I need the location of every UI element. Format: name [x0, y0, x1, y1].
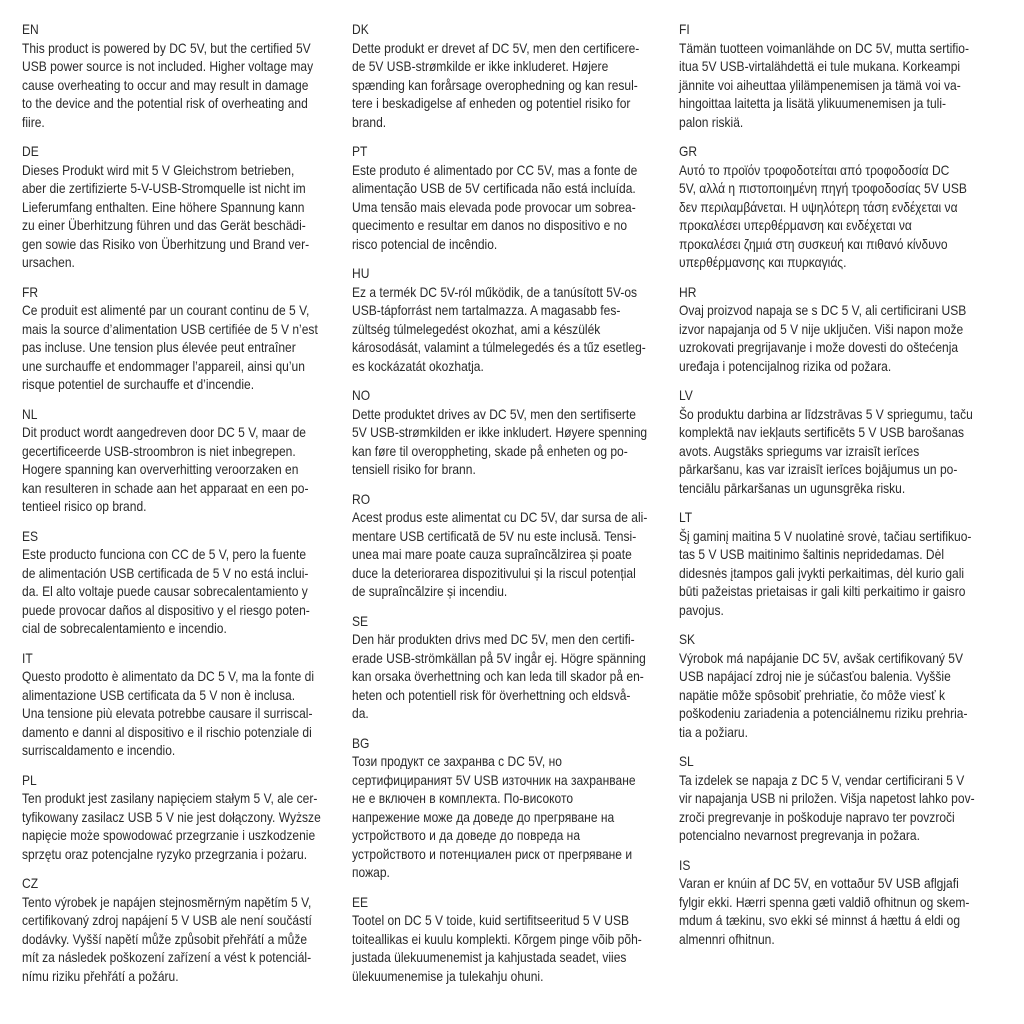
warning-text-line: to the device and the potential risk of overheating and: [22, 95, 308, 111]
warning-text-line: Tootel on DC 5 V toide, kuid sertifitseeritud 5 V USB: [352, 912, 630, 928]
warning-text-line: zültség túlmelegedést okozhat, ami a készülék: [352, 320, 601, 337]
warning-text-line: mít za následek poškození zařízení a vést k potenciál-: [22, 949, 312, 965]
warning-text-line: υπερθέρμανσης και πυρκαγιάς.: [679, 254, 847, 270]
warning-text-line: aber die zertifizierte 5-V-USB-Stromquelle ist nicht im: [22, 180, 306, 196]
language-section-hr: [679, 283, 1019, 376]
language-code: PT: [352, 143, 368, 159]
warning-text-line: brand.: [352, 113, 387, 130]
warning-text-line: izvor napajanja od 5 V nije uključen. Viši napon može: [679, 320, 964, 337]
language-section-bg: [352, 734, 692, 882]
language-code: ES: [22, 527, 39, 544]
warning-text-line: USB power source is not included. Higher voltage may: [22, 58, 314, 74]
warning-text-line: heten och potentiell risk för överhettning och eldsvå-: [352, 686, 631, 703]
warning-text-line: USB napájací zdroj nie je súčasťou balenia. Vyššie: [679, 668, 951, 684]
warning-text-line: risque potentiel de surchauffe et d’incendie.: [22, 376, 255, 392]
warning-text-line: damento e danni al dispositivo e il rischio potenziale di: [22, 723, 312, 740]
warning-text-line: Ta izdelek se napaja z DC 5 V, vendar certificirani 5 V: [679, 771, 965, 788]
language-code: SE: [352, 612, 369, 629]
language-section-gr: [679, 142, 1019, 272]
language-code: LT: [679, 509, 693, 525]
language-code: LV: [679, 387, 693, 403]
warning-text-line: kan resulteren in schade aan het apparaat en een po-: [22, 479, 309, 496]
warning-text-line: Ten produkt jest zasilany napięciem stałym 5 V, ale cer-: [22, 790, 318, 806]
language-code: SL: [679, 753, 694, 769]
language-code: EN: [22, 21, 39, 37]
warning-text-line: устройството и потенциален риск от прегряване и: [352, 845, 633, 862]
language-section-nl: [22, 405, 362, 516]
language-code: IT: [22, 649, 33, 666]
warning-text-line: quecimento e resultar em danos no dispositivo e no: [352, 217, 628, 233]
warning-text-line: de supraîncălzire și incendiu.: [352, 583, 508, 599]
warning-text-line: uzrokovati pregrijavanje i može dovesti do oštećenja: [679, 339, 959, 355]
warning-text-line: poškodeniu zariadenia a potenciálnemu riziku prehria-: [679, 705, 968, 721]
warning-text-line: zroči pregrevanje in poškoduje napravo ter povzroči: [679, 808, 955, 825]
warning-text-line: tia a požiaru.: [679, 723, 748, 740]
warning-text-line: mais la source d’alimentation USB certifiée de 5 V n’est: [22, 320, 318, 337]
warning-text-line: toiteallikas ei kuulu komplekti. Kõrgem pinge võib põh-: [352, 930, 642, 947]
warning-text-line: Tämän tuotteen voimanlähde on DC 5V, mutta sertifio-: [679, 39, 970, 56]
warning-text-line: This product is powered by DC 5V, but the certified 5V: [22, 39, 311, 56]
warning-text-line: spænding kan forårsage overophedning og kan resul-: [352, 76, 638, 93]
warning-text-line: būti pažeistas prietaisas ir gali kilti perkaitimo ir gaisro: [679, 583, 966, 599]
language-section-fr: [22, 283, 362, 394]
language-section-pt: [352, 142, 692, 253]
language-code: GR: [679, 143, 698, 159]
warning-text-line: fylgir ekki. Hærri spenna gæti valdið ofhitnun og skem-: [679, 893, 970, 910]
warning-text-line: Този продукт се захранва с DC 5V, но: [352, 753, 562, 769]
warning-text-line: Hogere spanning kan oververhitting veroorzaken en: [22, 461, 299, 477]
warning-text-line: itua 5V USB-virtalähdettä ei tule mukana. Korkeampi: [679, 58, 961, 74]
warning-text-line: Dette produkt er drevet af DC 5V, men den certificere-: [352, 39, 640, 56]
warning-text-line: tentieel risico op brand.: [22, 498, 147, 514]
warning-text-line: almennri ofhitnun.: [679, 930, 775, 947]
warning-text-line: didesnės įtampos gali įvykti perkaitimas, dėl kurio gali: [679, 564, 965, 581]
warning-text-line: dodávky. Vyšší napětí může způsobit přehřátí a může: [22, 930, 308, 947]
warning-text-line: une surchauffe et endommager l’appareil, ainsi qu’un: [22, 357, 305, 374]
warning-text-line: cial de sobrecalentamiento e incendio.: [22, 620, 227, 636]
warning-text-line: не е включен в комплекта. По-високото: [352, 790, 574, 806]
warning-text-line: potencialno nevarnost pregrevanja in požara.: [679, 827, 920, 843]
warning-text-line: kan orsaka överhettning och kan leda till skador på en-: [352, 668, 644, 684]
warning-text-line: pas incluse. Une tension plus élevée peut entraîner: [22, 339, 296, 355]
warning-text-line: napięcie może spowodować przegrzanie i uszkodzenie: [22, 827, 316, 843]
language-code: SK: [679, 631, 696, 647]
language-code: NO: [352, 387, 371, 403]
warning-text-line: Dette produktet drives av DC 5V, men den sertifiserte: [352, 405, 636, 422]
warning-text-line: Výrobok má napájanie DC 5V, avšak certifikovaný 5V: [679, 649, 963, 666]
warning-text-line: avots. Augstāks spriegums var izraisīt ierīces: [679, 442, 920, 459]
warning-text-line: unea mai mare poate cauza supraîncălzirea și poate: [352, 546, 632, 562]
warning-text-line: es kockázatát okozhatja.: [352, 357, 484, 374]
warning-text-line: napätie môže spôsobiť prehriatie, čo môže viesť k: [679, 686, 946, 703]
warning-text-line: Varan er knúin af DC 5V, en vottaður 5V USB aflgjafi: [679, 875, 959, 891]
warning-text-line: tere i beskadigelse af enheden og potentiel risiko for: [352, 95, 631, 111]
language-section-pl: [22, 771, 362, 864]
language-section-is: [679, 856, 1019, 949]
warning-text-line: fiire.: [22, 113, 45, 130]
warning-text-line: károsodását, valamint a túlmelegedés és a tűz esetleg-: [352, 339, 646, 355]
warning-text-line: ursachen.: [22, 254, 75, 270]
language-code: HR: [679, 283, 697, 300]
warning-text-line: risco potencial de incêndio.: [352, 235, 498, 252]
warning-text-line: gen sowie das Risiko von Überhitzung und Brand ver-: [22, 235, 310, 252]
warning-text-line: pārkaršanu, kas var izraisīt ierīces bojājumus un po-: [679, 461, 958, 477]
language-section-it: [22, 649, 362, 760]
warning-text-line: устройството и да доведе до повреда на: [352, 827, 581, 843]
warning-text-line: προκαλέσει υπερθέρμανση και ενδέχεται να: [679, 217, 912, 233]
warning-text-line: Ovaj proizvod napaja se s DC 5 V, ali certificirani USB: [679, 302, 967, 318]
warning-text-line: de 5V USB-strømkilde er ikke inkluderet. Højere: [352, 58, 609, 74]
warning-text-line: Una tensione più elevata potrebbe causare il surriscal-: [22, 705, 313, 721]
warning-text-line: komplektā nav iekļauts sertificēts 5 V USB barošanas: [679, 424, 965, 440]
warning-text-line: tensiell risiko for brann.: [352, 461, 476, 477]
warning-text-line: Ez a termék DC 5V-ról működik, de a tanúsított 5V-os: [352, 283, 638, 300]
language-section-lv: [679, 386, 1019, 497]
warning-text-line: kan føre til overoppheting, skade på enheten og po-: [352, 442, 628, 459]
warning-text-line: Den här produkten drivs med DC 5V, men den certifi-: [352, 631, 635, 647]
language-section-de: [22, 142, 362, 272]
warning-text-line: de alimentación USB certificada de 5 V no está inclui-: [22, 564, 309, 581]
warning-text-line: пожар.: [352, 864, 390, 880]
warning-text-line: duce la deteriorarea dispozitivului și la riscul potențial: [352, 564, 636, 581]
language-code: BG: [352, 734, 370, 751]
warning-text-line: Šo produktu darbina ar līdzstrāvas 5 V spriegumu, taču: [679, 405, 973, 422]
language-section-hu: [352, 264, 692, 375]
warning-text-line: gecertificeerde USB-stroombron is niet inbegrepen.: [22, 442, 296, 459]
language-section-fi: [679, 20, 1019, 131]
warning-text-line: Αυτό το προϊόν τροφοδοτείται από τροφοδοσία DC: [679, 161, 950, 178]
warning-text-line: mdum á tækinu, svo ekki sé minnst á hættu á eldi og: [679, 912, 961, 928]
warning-text-line: da. El alto voltaje puede causar sobrecalentamiento y: [22, 583, 308, 599]
warning-text-line: zu einer Überhitzung führen und das Gerät beschädi-: [22, 217, 306, 233]
warning-text-line: δεν περιλαμβάνεται. Η υψηλότερη τάση ενδέχεται να: [679, 198, 958, 215]
warning-text-line: προκαλέσει ζημιά στη συσκευή και πιθανό κίνδυνο: [679, 235, 948, 252]
warning-text-line: uređaja i potencijalnog rizika od požara.: [679, 357, 892, 374]
warning-text-line: alimentazione USB certificata da 5 V non è inclusa.: [22, 686, 296, 703]
language-code: RO: [352, 490, 371, 507]
warning-text-line: Dieses Produkt wird mit 5 V Gleichstrom betrieben,: [22, 161, 295, 178]
language-code: NL: [22, 405, 38, 422]
warning-text-line: tas 5 V USB maitinimo šaltinis nepridedamas. Dėl: [679, 546, 945, 562]
warning-text-line: da.: [352, 705, 369, 721]
language-section-ee: [352, 893, 692, 986]
warning-text-line: jännite voi aiheuttaa ylilämpenemisen ja tämä voi va-: [679, 76, 961, 93]
column-middle: [352, 20, 692, 996]
warning-text-line: Tento výrobek je napájen stejnosměrným napětím 5 V,: [22, 893, 312, 910]
warning-text-line: mentare USB certificată de 5V nu este inclusă. Tensi-: [352, 527, 637, 544]
warning-text-line: surriscaldamento e incendio.: [22, 742, 176, 758]
warning-text-line: alimentação USB de 5V certificada não está incluída.: [352, 180, 636, 196]
warning-text-line: Ce produit est alimenté par un courant continu de 5 V,: [22, 302, 310, 318]
language-code: EE: [352, 893, 369, 910]
language-code: CZ: [22, 875, 39, 891]
warning-text-line: Acest produs este alimentat cu DC 5V, dar sursa de ali-: [352, 509, 648, 525]
warning-text-line: Questo prodotto è alimentato da DC 5 V, ma la fonte di: [22, 668, 315, 684]
language-code: DE: [22, 143, 39, 159]
language-code: FR: [22, 283, 39, 300]
language-section-dk: [352, 20, 692, 131]
column-left: [22, 20, 362, 996]
warning-text-line: напрежение може да доведе до прегряване на: [352, 808, 615, 825]
language-code: DK: [352, 21, 369, 37]
warning-text-line: erade USB-strömkällan på 5V ingår ej. Högre spänning: [352, 649, 646, 666]
language-section-sl: [679, 752, 1019, 845]
language-section-en: [22, 20, 362, 131]
language-section-no: [352, 386, 692, 479]
warning-text-line: nímu riziku přehřátí a požáru.: [22, 967, 179, 984]
warning-text-line: USB-tápforrást nem tartalmazza. A magasabb fes-: [352, 302, 621, 318]
language-code: IS: [679, 856, 691, 873]
warning-text-line: justada ülekuumenemist ja kahjustada seadet, viies: [352, 949, 627, 965]
column-right: [679, 20, 1019, 959]
language-code: HU: [352, 265, 370, 281]
warning-text-line: tyfikowany zasilacz USB 5 V nie jest dołączony. Wyższe: [22, 808, 321, 825]
language-code: FI: [679, 21, 690, 37]
warning-text-line: Šį gaminį maitina 5 V nuolatinė srovė, tačiau sertifikuo-: [679, 527, 972, 544]
warning-text-line: 5V, αλλά η πιστοποιημένη πηγή τροφοδοσίας 5V USB: [679, 180, 967, 196]
language-section-es: [22, 527, 362, 638]
language-section-se: [352, 612, 692, 723]
warning-text-line: ülekuumenemise ja tulekahju ohuni.: [352, 967, 544, 984]
warning-text-line: Este produto é alimentado por CC 5V, mas a fonte de: [352, 161, 638, 178]
warning-text-line: Dit product wordt aangedreven door DC 5 V, maar de: [22, 424, 307, 440]
warning-text-line: Lieferumfang enthalten. Eine höhere Spannung kann: [22, 198, 305, 215]
warning-text-line: puede provocar daños al dispositivo y el riesgo poten-: [22, 601, 310, 618]
warning-text-line: Este producto funciona con CC de 5 V, pero la fuente: [22, 546, 307, 562]
warning-text-line: Uma tensão mais elevada pode provocar um sobrea-: [352, 198, 636, 215]
warning-text-line: сертифицираният 5V USB източник на захранване: [352, 771, 636, 788]
warning-text-line: certifikovaný zdroj napájení 5 V USB ale není součástí: [22, 912, 312, 928]
warning-text-line: sprzętu oraz potencjalne ryzyko przegrzania i pożaru.: [22, 845, 308, 862]
warning-text-line: vir napajanja USB ni priložen. Višja napetost lahko pov-: [679, 790, 975, 806]
warning-text-line: tenciālu pārkaršanas un ugunsgrēka risku.: [679, 479, 906, 496]
warning-text-line: palon riskiä.: [679, 113, 744, 130]
warning-text-line: 5V USB-strømkilden er ikke inkludert. Høyere spenning: [352, 424, 648, 440]
warning-text-line: pavojus.: [679, 601, 724, 618]
language-section-cz: [22, 874, 362, 985]
language-code: PL: [22, 771, 37, 788]
language-section-sk: [679, 630, 1019, 741]
warning-text-line: hingoittaa laitetta ja lisätä ylikuumenemisen ja tuli-: [679, 95, 947, 111]
language-section-lt: [679, 508, 1019, 619]
warning-text-line: cause overheating to occur and may result in damage: [22, 76, 309, 93]
language-section-ro: [352, 490, 692, 601]
